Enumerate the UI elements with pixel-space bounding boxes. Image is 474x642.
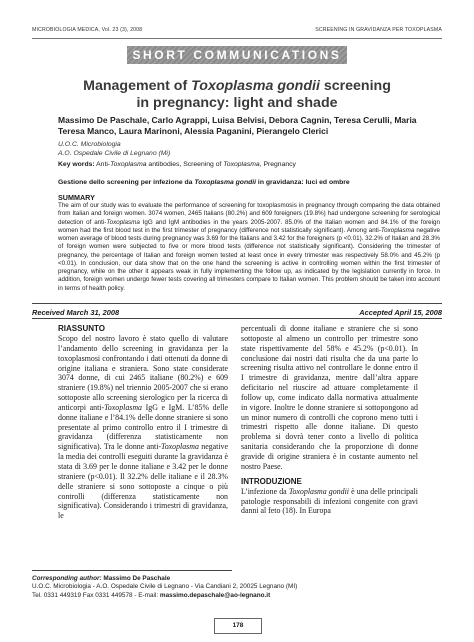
article-title: Management of Toxoplasma gondii screening in pregnancy: light and shade [83, 78, 391, 111]
running-title: SCREENING IN GRAVIDANZA PER TOXOPLASMA [315, 27, 442, 33]
riassunto-continued: percentuali di donne italiane e straniere che si sono sottoposte al almeno un controllo per trimestre sono state rispettivamente del 58% e 45.2% (p<0.01). In conclusione dai nostri dati risulta che da una parte lo screening risulta attivo nel controllare le donne entro il I trimestre di gravidanza, mentre dall’altra appare deficitario nel riuscire ad attuare completamente il follow up, come indicato dalla normativa attualmente in vigore. Inoltre le donne straniere si sottopongono ad un minor numero di controlli che coprono meno tutti i trimestri rispetto alle donne italiane. Di questo problema si dovrà tener conto a livello di politica sanitaria considerando che la proporzione di donne gravide di origine straniera è in costante aumento nel nostro Paese. [241, 324, 418, 471]
introduzione-text: L’infezione da Toxoplasma gondii è una delle principali patologie responsabili di infezioni congenite con gravi danni al feto (18). In Europa [241, 486, 419, 516]
divider-dates [32, 318, 442, 319]
received-date: Received March 31, 2008 [32, 308, 120, 317]
running-head [32, 26, 442, 39]
introduzione-heading: INTRODUZIONE [241, 476, 302, 486]
summary-text: The aim of our study was to evaluate the performance of screening for toxoplasmosis in pregnancy through comparing the data obtained from Italian and foreign women. 3074 women, 2465 Italians (80.2%) and 609 foreigners (19.8%) had undergone screening for serological detection of anti-Toxoplasma IgG and IgM antibodies in the years 2005-2007. 85.0% of the Italian women and 84.1% of the foreign women had the first blood test in the first trimester of pregnancy (difference not statistically significant). Among anti-Toxoplasma negative women average of blood tests during pregnancy was 3.69 for the Italians and 3.42 for the foreigners (p <0.01). 32.2% of Italian and 28.3% of foreign women were subjected to five or more blood tests (difference not statistically significant). Considering the trimester of pregnancy, the percentage of Italian and foreign women tested at least once in every trimester was respectively 58.0% and 45.2% (p <0.01). In conclusion, our data show that on the one hand the screening is active in controlling women within the first trimester of pregnancy, while on the other it appears weak in fully implementing the follow up, as indicated by the legislation currently in force. In addition, foreign women undergo fewer tests covering all trimesters compare to Italian women. This problem should be taken into account in terms of health policy. [58, 202, 440, 292]
italian-title: Gestione dello screening per infezione da Toxoplasma gondii in gravidanza: luci ed ombre [58, 179, 350, 186]
corresponding-author: Corresponding author: Massimo De Paschale U.O.C. Microbiologia - A.O. Ospedale Civile di Legnano - Via Candiani 2, 20025 Legnano (MI) Tel. 0331 449319 Fax 0331 449578 - E-mail: massimo.depaschale@ao-legnano.it [32, 575, 298, 599]
section-banner: SHORT COMMUNICATIONS [127, 46, 347, 64]
summary-heading: SUMMARY [58, 193, 95, 202]
accepted-date: Accepted April 15, 2008 [359, 308, 442, 317]
riassunto-text: Scopo del nostro lavoro è stato quello di valutare l’andamento dello screening in gravidanza per la toxoplasmosi confrontando i dati ottenuti da donne di origine italiana e straniera. Sono state considerate 3074 donne, di cui 2465 italiane (80.2%) e 609 straniere (19.8%) nel triennio 2005-2007 che si erano sottoposte allo screening sierologico per la ricerca di anticorpi anti-Toxoplasma IgG e IgM. L’85% delle donne italiane e l’84.1% delle donne straniere si sono presentate al primo controllo entro il I trimestre di gravidanza (differenza statisticamente non significativa). Tra le donne anti-Toxoplasma negative la media dei controlli eseguiti durante la gravidanza è stata di 3.69 per le donne italiane e 3.42 per le donne straniere (p<0.01). Il 32.2% delle italiane e il 28.3% delle straniere si sono sottoposte a cinque o più controlli (differenza statisticamente non significativa). Considerando i trimestri di gravidanza, le [58, 334, 228, 521]
column-left [58, 324, 228, 521]
keywords: Key words: Anti-Toxoplasma antibodies, Screening of Toxoplasma, Pregnancy [58, 161, 296, 168]
riassunto-heading: RIASSUNTO [58, 324, 105, 333]
page-number: 178 [214, 618, 262, 634]
email-link[interactable]: massimo.depaschale@ao-legnano.it [159, 591, 271, 599]
author-list: Massimo De Paschale, Carlo Agrappi, Luisa Belvisi, Debora Cagnin, Teresa Cerulli, Maria Teresa Manco, Laura Marinoni, Alessia Paganini, Pierangelo Clerici [58, 115, 417, 136]
journal-citation: MICROBIOLOGIA MEDICA, Vol. 23 (3), 2008 [32, 27, 143, 33]
divider-top [32, 303, 442, 304]
footnote-rule [32, 570, 232, 571]
affiliation: U.O.C. Microbiologia A.O. Ospedale Civile di Legnano (Mi) [58, 141, 171, 157]
column-right [241, 324, 418, 516]
